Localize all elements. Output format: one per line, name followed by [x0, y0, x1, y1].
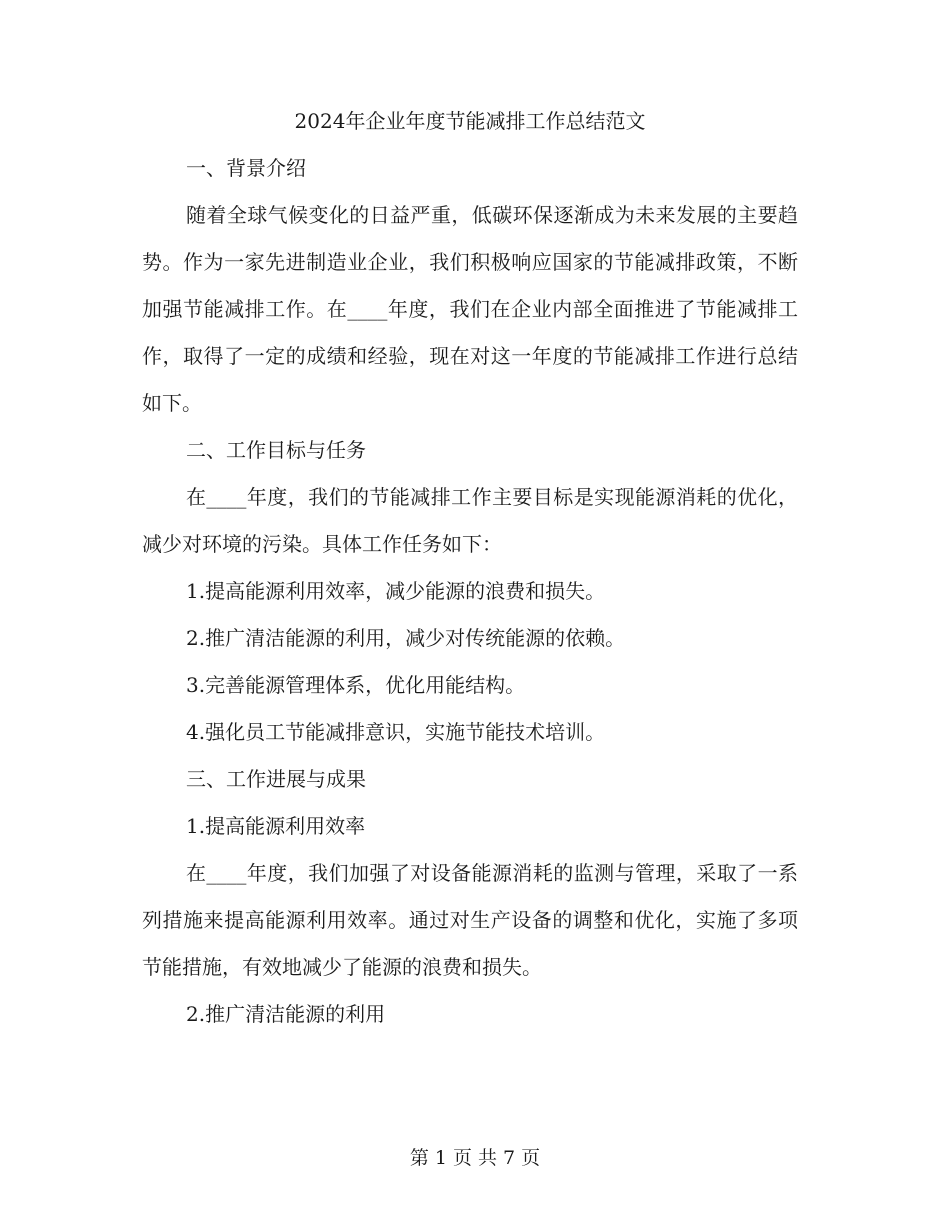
section-heading-goals: 二、工作目标与任务	[186, 438, 366, 462]
section-heading-progress: 三、工作进展与成果	[186, 767, 366, 791]
subsection-heading-clean-energy: 2.推广清洁能源的利用	[186, 1002, 386, 1026]
list-item: 3.完善能源管理体系，优化用能结构。	[186, 673, 526, 697]
subsection-heading-efficiency: 1.提高能源利用效率	[186, 814, 366, 838]
section-heading-background: 一、背景介绍	[186, 156, 306, 180]
section-paragraph-goals: 在____年度，我们的节能减排工作主要目标是实现能源消耗的优化，减少对环境的污染。具体工作任务如下：	[142, 485, 798, 556]
list-item: 2.推广清洁能源的利用，减少对传统能源的依赖。	[186, 626, 626, 650]
list-item: 4.强化员工节能减排意识，实施节能技术培训。	[186, 720, 606, 744]
section-paragraph-background: 随着全球气候变化的日益严重，低碳环保逐渐成为未来发展的主要趋势。作为一家先进制造业企业，我们积极响应国家的节能减排政策，不断加强节能减排工作。在____年度，我们在企业内部全面推进了节能减排工作，取得了一定的成绩和经验，现在对这一年度的节能减排工作进行总结如下。	[142, 203, 798, 415]
document-body	[142, 98, 798, 1038]
subsection-paragraph-efficiency: 在____年度，我们加强了对设备能源消耗的监测与管理，采取了一系列措施来提高能源利用效率。通过对生产设备的调整和优化，实施了多项节能措施，有效地减少了能源的浪费和损失。	[142, 861, 798, 979]
list-item: 1.提高能源利用效率，减少能源的浪费和损失。	[186, 579, 606, 603]
document-title: 2024年企业年度节能减排工作总结范文	[294, 109, 646, 133]
page-number-footer: 第 1 页 共 7 页	[409, 1147, 541, 1169]
